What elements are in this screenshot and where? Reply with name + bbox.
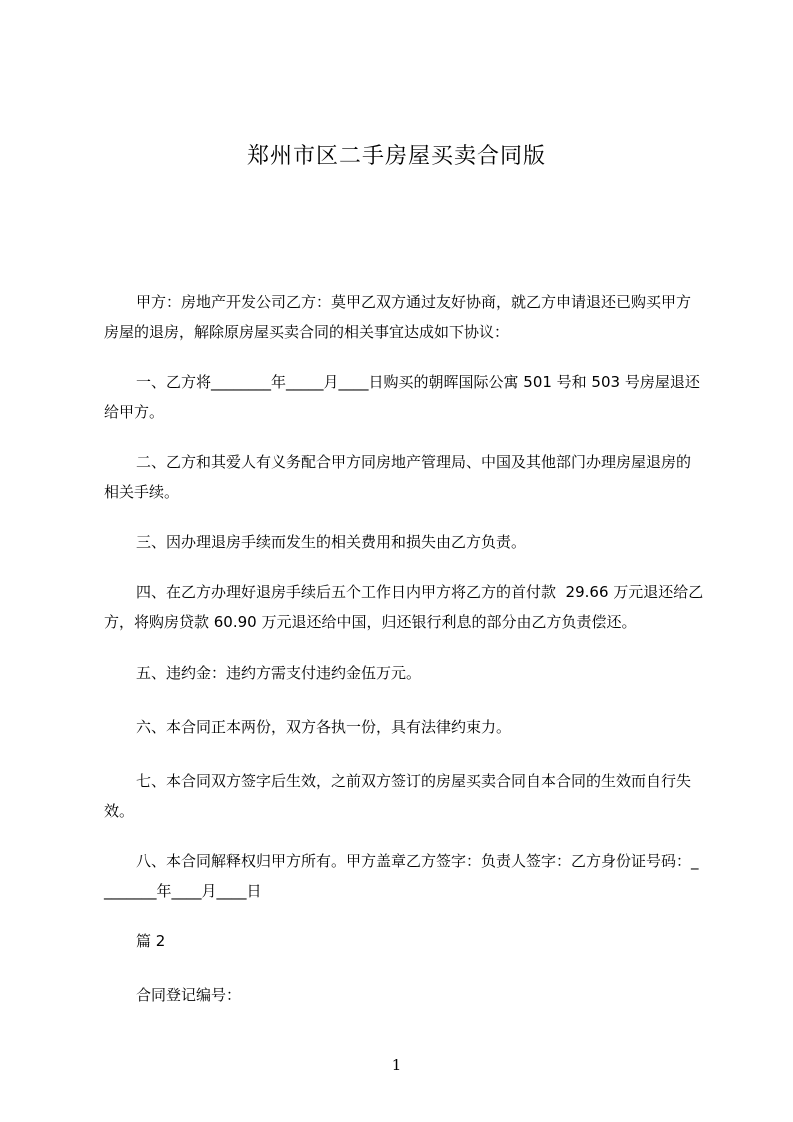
paragraph-clause-4: 四、在乙方办理好退房手续后五个工作日内甲方将乙方的首付款 29.66 万元退还给乙方，将购房贷款 60.90 万元退还给中国，归还银行利息的部分由乙方负责偿还。: [104, 583, 704, 631]
paragraph-clause-1: 一、乙方将________年_____月____日购买的朝晖国际公寓 501 号和 503 号房屋退还给甲方。: [104, 373, 700, 421]
contract-registration-number-label: 合同登记编号：: [136, 986, 242, 1004]
paragraph-parties: 甲方：房地产开发公司乙方：莫甲乙双方通过友好协商，就乙方申请退还已购买甲方房屋的退房，解除原房屋买卖合同的相关事宜达成如下协议：: [104, 293, 692, 341]
paragraph-clause-2: 二、乙方和其爱人有义务配合甲方同房地产管理局、中国及其他部门办理房屋退房的相关手续。: [104, 453, 692, 501]
section-heading-part-2: 篇 2: [136, 932, 166, 950]
page-number: 1: [391, 1056, 402, 1074]
paragraph-clause-5: 五、违约金：违约方需支付违约金伍万元。: [136, 664, 422, 682]
paragraph-clause-3: 三、因办理退房手续而发生的相关费用和损失由乙方负责。: [136, 533, 527, 551]
document-title: 郑州市区二手房屋买卖合同版: [246, 144, 546, 169]
paragraph-clause-6: 六、本合同正本两份，双方各执一份，具有法律约束力。: [136, 718, 512, 736]
paragraph-clause-7: 七、本合同双方签字后生效，之前双方签订的房屋买卖合同自本合同的生效而自行失效。: [104, 772, 692, 820]
paragraph-clause-8: 八、本合同解释权归甲方所有。甲方盖章乙方签字：负责人签字：乙方身份证号码：________年____月____日: [104, 852, 699, 900]
